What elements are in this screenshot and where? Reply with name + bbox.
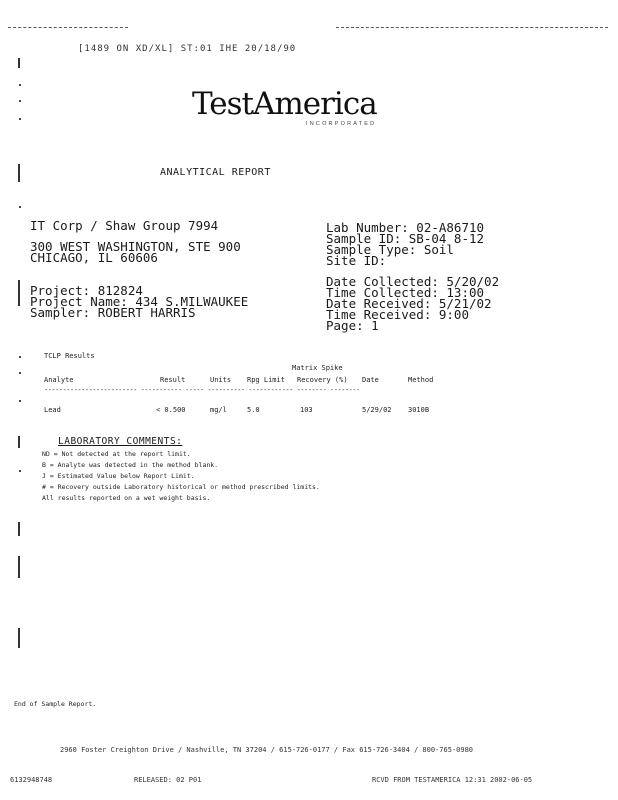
cell-result: < 0.500 — [156, 406, 186, 414]
margin-mark — [19, 206, 21, 208]
comment-line: J = Estimated Value below Report Limit. — [42, 472, 195, 480]
lab-address-footer: 2960 Foster Creighton Drive / Nashville, TN 37204 / 615-726-0177 / Fax 615-726-3404 / 800-765-0980 — [60, 746, 474, 754]
fax-top-rule — [336, 27, 608, 29]
cell-reporting-limit: 5.0 — [247, 406, 260, 414]
cell-analyte: Lead — [44, 406, 61, 414]
col-units: Units — [210, 376, 232, 384]
col-recovery: Recovery (%) — [297, 376, 348, 384]
comments-title: LABORATORY COMMENTS: — [58, 436, 183, 447]
lab-number: Lab Number: 02-A86710 — [326, 220, 485, 235]
time-received: Time Received: 9:00 — [326, 307, 469, 322]
table-header-rule: ------------------------- ----------- ----- ---------- ------------ -------- -------- — [44, 386, 360, 394]
report-title: ANALYTICAL REPORT — [160, 167, 271, 178]
cell-units: mg/l — [210, 406, 227, 414]
date-collected: Date Collected: 5/20/02 — [326, 274, 500, 289]
project-name: Project Name: 434 S.MILWAUKEE — [30, 294, 249, 309]
margin-mark — [19, 400, 21, 402]
comment-line: All results reported on a wet weight basis. — [42, 494, 211, 502]
project-number: Project: 812824 — [30, 283, 143, 298]
client-address-line1: 300 WEST WASHINGTON, STE 900 — [30, 239, 241, 254]
margin-mark — [18, 628, 20, 648]
cell-date: 5/29/02 — [362, 406, 392, 414]
col-result: Result — [160, 376, 186, 384]
margin-mark — [18, 522, 20, 536]
margin-mark — [19, 372, 21, 374]
comment-line: # = Recovery outside Laboratory historical or method prescribed limits. — [42, 483, 320, 491]
logo-subtitle: INCORPORATED — [306, 121, 377, 127]
matrix-spike-header: Matrix Spike — [292, 364, 343, 372]
client-name: IT Corp / Shaw Group 7994 — [30, 218, 219, 233]
col-date: Date — [362, 376, 379, 384]
time-collected: Time Collected: 13:00 — [326, 285, 485, 300]
fax-top-rule — [8, 27, 128, 29]
cell-method: 3010B — [408, 406, 430, 414]
col-reporting-limit: Rpg Limit — [247, 376, 285, 384]
col-analyte: Analyte — [44, 376, 74, 384]
page-number: Page: 1 — [326, 318, 379, 333]
comment-line: B = Analyte was detected in the method blank. — [42, 461, 219, 469]
comment-line: ND = Not detected at the report limit. — [42, 450, 191, 458]
sample-id: Sample ID: SB-04 8-12 — [326, 231, 485, 246]
margin-mark — [18, 164, 20, 182]
margin-mark — [18, 280, 20, 306]
margin-mark — [18, 436, 20, 448]
col-method: Method — [408, 376, 434, 384]
date-received: Date Received: 5/21/02 — [326, 296, 492, 311]
site-id: Site ID: — [326, 253, 387, 268]
margin-mark — [19, 84, 21, 86]
margin-mark — [19, 100, 21, 102]
testamerica-logo: TestAmerica — [192, 86, 377, 122]
results-table-header — [0, 376, 618, 386]
results-section-title: TCLP Results — [44, 352, 95, 360]
fax-header: [1489 ON XD/XL] ST:01 IHE 20/18/90 — [78, 44, 297, 54]
cell-recovery: 103 — [300, 406, 313, 414]
table-row — [0, 406, 618, 416]
fax-footer-middle: RELEASED: 02 P01 — [134, 776, 202, 784]
end-of-report-note: End of Sample Report. — [14, 700, 97, 708]
fax-footer-left: 6132948748 — [10, 776, 53, 784]
sampler: Sampler: ROBERT HARRIS — [30, 305, 196, 320]
fax-footer-right: RCVD FROM TESTAMERICA 12:31 2002-06-05 — [372, 776, 533, 784]
margin-mark — [19, 118, 21, 120]
margin-mark — [18, 556, 20, 578]
margin-mark — [19, 470, 21, 472]
sample-type: Sample Type: Soil — [326, 242, 454, 257]
margin-mark — [19, 356, 21, 358]
client-address-line2: CHICAGO, IL 60606 — [30, 250, 158, 265]
margin-mark — [18, 58, 20, 68]
